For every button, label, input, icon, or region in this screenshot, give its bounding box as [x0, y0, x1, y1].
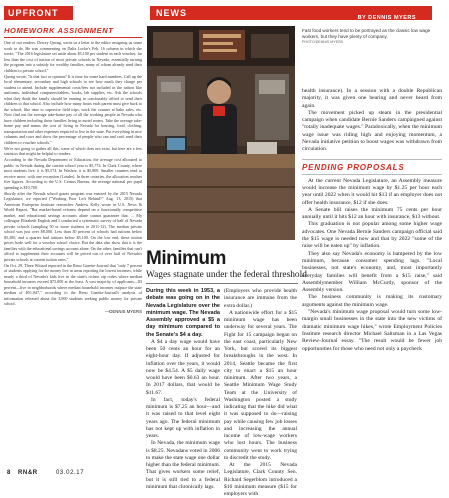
section-news-text: NEWS [156, 8, 187, 18]
homework-heading: HOMEWORK ASSIGNMENT [4, 26, 142, 38]
story-paragraph: In Nevada, the minimum wage is $8.25. Nevadans voted in 2006 to make the state wage one dollar higher than the federal minimum. That gives workers some relief, but it is still tied to a federal minimum that chronically lags. [146, 440, 220, 490]
homework-paragraph: One of our readers, Dewey Quong, wrote us a letter to the editor assigning us some work to do. He was commenting on Dalia Locke's Feb. 16 column in which she wrote, "The 2016 legislature set aside about $5,100 per student in each voucher, far less than the cost of tuition of most private schools in Nevada, essentially turning the program into a subsidy for wealthy families, many of whom already send their children to private school." [4, 40, 142, 73]
pending-proposals-heading: PENDING PROPOSALS [302, 159, 442, 175]
photo-caption [302, 28, 440, 46]
page-header [0, 0, 449, 24]
right-paragraph: The business community is making its customary arguments against the minimum wage. [302, 294, 442, 308]
photo-credit: PHOTO/DENNIS MYERS [302, 40, 344, 45]
story-paragraph: A nationwide effort for a $15 minimum wage has been underway for several years. The Fight for 15 campaign began on the east coast, particularly New York, but scored its biggest breakthroughs in the west. In 2014, Seattle became the first city to enact a $15 an hour minimum. After two years, a Seattle Minimum Wage Study Team at the University of Washington posted a study indicating that the hike did what it was supposed to do—raising pay while causing few job losses and increasing the annual income of low-wage workers who lost hours. The business community went to work trying to discredit the study. [224, 309, 297, 461]
story-paragraph: A $4 a day wage would have been 50 cents an hour for an eight-hour day. If adjusted for inflation over the years, it would now be $4.54. A $5 daily wage would have been $0.63 an hour. In 2017 dollars, that would be $11.67. [146, 338, 220, 396]
homework-paragraph: On Oct. 29, Three Wittard reported in the Reno Gazette-Journal that "only 7 percent of students applying for the money live in areas reporting the lowest incomes, while nearly a third of Nevada's kids live in the state's richest zip codes where median household incomes exceed $75,000 at the least. A vast majority of applicants—83 percent—live in neighborhoods where median household incomes outpace the state median of $51,847," according to the Reno Gazette-Journal's analysis of information released about the 3,000 students seeking public money for private school. [4, 262, 142, 306]
homework-assignment-column [4, 26, 142, 466]
pending-proposals-body [302, 178, 442, 353]
page-footer [0, 468, 449, 480]
story-column-1 [146, 288, 220, 490]
right-paragraph: A Senate bill raises the minimum 75 cents per hour annually until it hits $12 an hour with insurance, $13 without. [302, 206, 442, 221]
right-paragraph: This graduation is not popular among some higher wage advocates. One Nevada Bernie Sanders campaign official said the $15 wage is needed now and that by 2022 "some of the raise will be eaten up" by inflation. [302, 221, 442, 250]
byline: BY DENNIS MYERS [357, 15, 416, 21]
homework-signature: —DENNIS MYERS [104, 308, 142, 314]
section-label-upfront: UPFRONT [4, 6, 73, 20]
homework-body [4, 40, 142, 307]
right-column-body [302, 88, 442, 154]
homework-paragraph: Quong wrote, "Is that fact or opinion? It is time for some hard numbers. Call up the local elementary, secondary and high schools to see how much they charge per student to attend. Include supplemental costs/fees not included in the tuition like uniforms, individual computers/tablets, books, lab supplies, etc. Ask the schools what they think the family should be earning to comfortably afford to send their children to that school. Also include how many hours each parent must give back to the school, like time to supervise field trips, work the counter at bake sales, etc. Now find out the average take-home pay of all the working people in Nevada who have children including those families living in motel rooms. Take the average take-home pay and minus the cost of living in Nevada for housing, food, clothing, transportation and other expenses required to live in the state. Put everything in nice columns and rows and show the percentage of people who can and can't send their children to voucher schools." [4, 73, 142, 145]
publication-name: RN&R [18, 470, 38, 476]
issue-date: 03.02.17 [56, 470, 85, 476]
right-paragraph: At the current Nevada Legislature, an Assembly measure would increase the minimum wage by $1.25 per hour each year until 2022 when it would hit $13 if an employer does not offer health insurance, $12 if she does. [302, 177, 442, 206]
right-paragraph: They also say Nevada's economy is hampered by the low minimum, because consumer spending lags. "Local businesses, not state's economy, and, most importantly everyday families will benefit from a $15 raise," said Assemblymember William McCurdy, sponsor of the Assembly version. [302, 250, 442, 294]
right-paragraph: health insurance). In a session with a double Republican majority, it was given one hearing and never heard from again. [302, 88, 442, 109]
page-number: 8 [7, 470, 11, 476]
homework-paragraph: According to the Nevada Department of Education, the average cost allocated to public in Nevada during the current school year is $5,774. In Clark County, where most students live, it is $5,574. In Washoe, it is $5,809. Smaller counties tend to receive more, with one exception (Lander). In three counties, the allocation reaches five figures. According to the U.S. Census Bureau, the average national per pupil spending is $10,700. [4, 157, 142, 190]
section-label-news [150, 6, 432, 20]
fast-food-counter-image [147, 26, 295, 240]
right-paragraph: "Nevada's minimum wage proposal would turn some low-margin small businesses in the state into the new victims of dramatic minimum wage hikes," wrote Employment Policies Institute research director Michael Saltsman in a Las Vegas Review-Journal essay. "The result would be fewer job opportunities for those who need not only a paycheck [302, 309, 442, 352]
homework-paragraph: Shortly after the Nevada school grants program was enacted by the 2015 Nevada Legislature, we reported ("Working Poor Left Behind?" Aug. 13, 2015) that American Enterprise Institute researcher Andrew Kelly wrote in U.S. News & World Report, "But market-based reforms depend on a functionally competitive market, and educational savings accounts alone cannot guarantee that. ... My colleague Elizabeth English and I conducted a systematic survey of half of Nevada private schools (sampling 50 or more students in 2011-12). The median private school was just over $8,000. Less than 30 percent of schools had tuitions below $5,200, and a quarter had tuitions below $5,100. On the low end, these tuition prices bode well for a voucher school choice. But the data also show that it is the families with the educational savings account alone. On the other, families that can't afford to supplement their accounts will be priced out of over half of Nevada's private schools at current tuition rates." [4, 190, 142, 262]
story-paragraph: (Employers who provide health insurance are immune from the extra dollar.) [224, 288, 297, 309]
fast-food-photo [147, 26, 295, 240]
right-paragraph: The movement picked up steam in the presidential campaign when candidate Bernie Sanders campaigned against "totally inadequate wages." Paradoxically, when the minimum wage issue was riding high and enjoying momentum, a Nevada initiative petition to boost wages was withdrawn from circulation. [302, 109, 442, 153]
story-column-2 [224, 288, 297, 497]
story-subhead: Wages stagnate under the federal threshold [146, 270, 298, 284]
story-headline: Minimum [146, 248, 226, 269]
photo-caption-text: Fast food workers tend to be portrayed as the classic low wage workers, but they have plenty of company. [302, 28, 431, 39]
homework-paragraph: We're not going to gather all this, some of which does not exist, but here are a few statistics that might be helpful to readers. [4, 145, 142, 156]
story-paragraph: At the 2015 Nevada Legislature, Clark County Sen. Richard Segerblom introduced a $16 minimum measure ($15 for employers with [224, 462, 297, 497]
story-lead-paragraph: During this week in 1953, a debate was going on in the Nevada Legislature over the minimum wage. The Nevada Assembly approved a $5 a day minimum compared to the Senate's $4 a day. [146, 288, 220, 338]
story-paragraph: In fact, today's federal minimum is $7.25 an hour—and it was raised to that level eight years ago. The federal minimum has not kept up with inflation in years. [146, 396, 220, 439]
right-column [302, 88, 442, 468]
